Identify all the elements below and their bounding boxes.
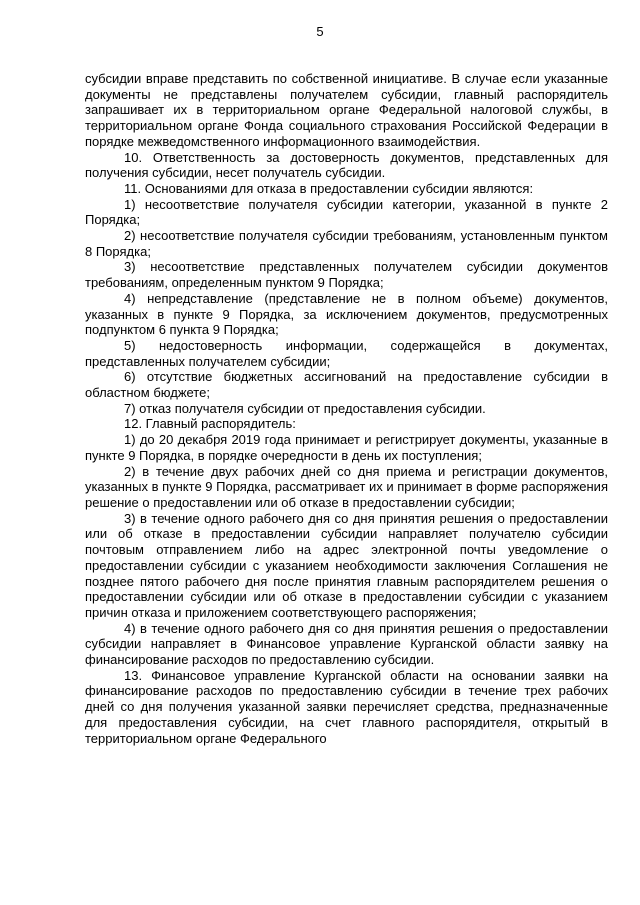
paragraph-item-10: 10. Ответственность за достоверность документов, представленных для получения субсидии, несет получатель субсидии.: [85, 149, 608, 181]
paragraph-item-11-7: 7) отказ получателя субсидии от предоставления субсидии.: [124, 400, 486, 416]
paragraph-item-12: 12. Главный распорядитель:: [124, 416, 296, 432]
paragraph-item-12-3: 3) в течение одного рабочего дня со дня принятия решения о предоставлении или об отказе в предоставлении субсидии направляет получателю субсидии почтовым отправлением либо на адрес электронной почты уведомление о предоставлении субсидии с указанием необходимости заключения Соглашения не позднее пятого рабочего дня после принятия главным распорядителем решения о предоставлении субсидии или об отказе в предоставлении субсидии с указанием причин отказа и приложением соответствующего распоряжения;: [85, 510, 608, 620]
paragraph-item-12-4: 4) в течение одного рабочего дня со дня принятия решения о предоставлении субсидии направляет в Финансовое управление Курганской области заявку на финансирование расходов по предоставлению субсидии.: [85, 620, 608, 668]
paragraph-item-11-3: 3) несоответствие представленных получателем субсидии документов требованиям, определенным пунктом 9 Порядка;: [85, 259, 608, 291]
paragraph-item-12-2: 2) в течение двух рабочих дней со дня приема и регистрации документов, указанных в пункте 9 Порядка, рассматривает их и принимает в форме распоряжения решение о предоставлении или об отказе в предоставлении субсидии;: [85, 463, 608, 510]
paragraph-item-12-1: 1) до 20 декабря 2019 года принимает и регистрирует документы, указанные в пункте 9 Порядка, в порядке очередности в день их поступления;: [85, 432, 608, 463]
paragraph-item-11-6: 6) отсутствие бюджетных ассигнований на предоставление субсидии в областном бюджете;: [85, 369, 608, 401]
document-body: [85, 71, 608, 746]
paragraph-item-13: 13. Финансовое управление Курганской области на основании заявки на финансирование расходов по предоставлению субсидии в течение трех рабочих дней со дня получения указанной заявки перечисляет средства, предназначенные для предоставления субсидии, на счет главного распорядителя, открытый в территориальном органе Федерального: [85, 667, 608, 746]
paragraph-item-11-1: 1) несоответствие получателя субсидии категории, указанной в пункте 2 Порядка;: [85, 196, 608, 228]
paragraph-item-11: 11. Основаниями для отказа в предоставлении субсидии являются:: [124, 180, 534, 196]
paragraph-item-11-2: 2) несоответствие получателя субсидии требованиям, установленным пунктом 8 Порядка;: [85, 228, 608, 259]
paragraph-item-11-4: 4) непредставление (представление не в полном объеме) документов, указанных в пункте 9 Порядка, за исключением документов, предусмотренных подпунктом 6 пункта 9 Порядка;: [85, 290, 608, 338]
paragraph-continuation: субсидии вправе представить по собственной инициативе. В случае если указанные документы не представлены получателем субсидии, главный распорядитель запрашивает их в территориальном органе Федеральной налоговой службы, в территориальном органе Фонда социального страхования Российской Федерации в порядке межведомственного информационного взаимодействия.: [85, 71, 608, 149]
page-number: 5: [316, 24, 324, 39]
paragraph-item-11-5: 5) недостоверность информации, содержащейся в документах, представленных получателем субсидии;: [85, 337, 608, 369]
